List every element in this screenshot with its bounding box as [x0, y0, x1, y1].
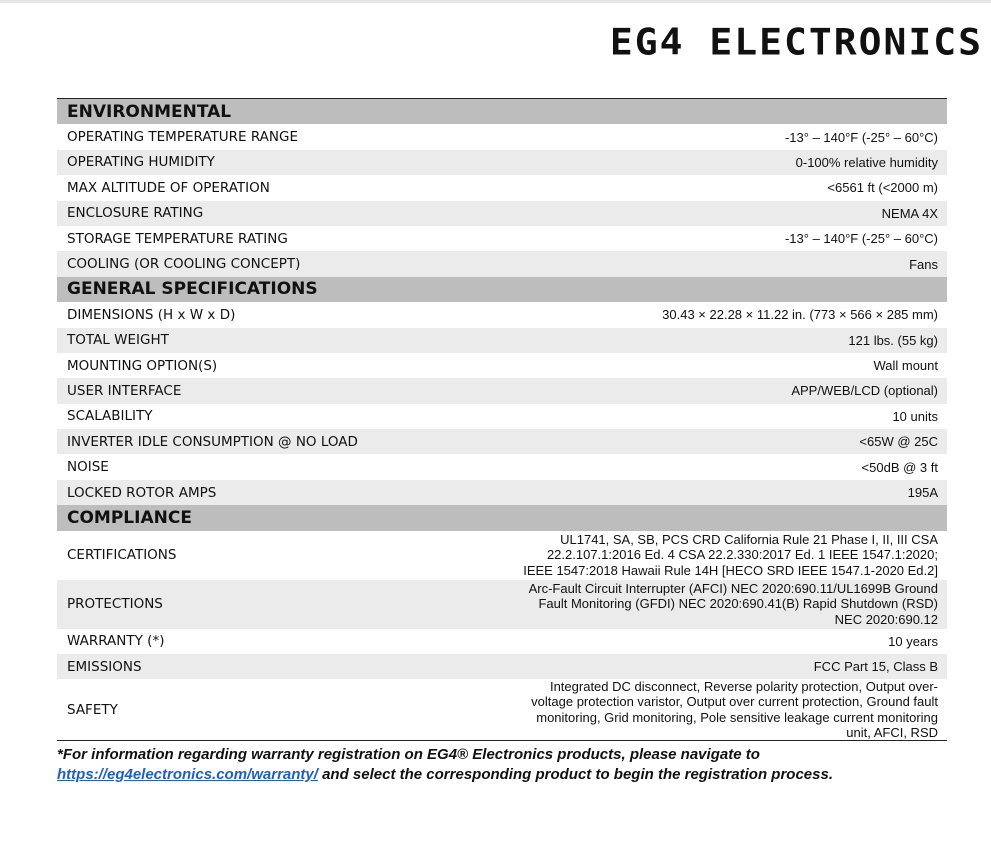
footnote-text: *For information regarding warranty registration on EG4® Electronics products, please navigate to [57, 746, 760, 763]
row-value: -13° – 140°F (-25° – 60°C) [784, 129, 938, 145]
value-line: monitoring, Grid monitoring, Pole sensitive leakage current monitoring [536, 709, 938, 725]
table-row [57, 175, 947, 200]
value-line: voltage protection varistor, Output over current protection, Ground fault [531, 694, 938, 710]
row-label: SAFETY [67, 701, 118, 718]
row-label: DIMENSIONS (H x W x D) [67, 306, 236, 323]
footnote-text-after: and select the corresponding product to begin the registration process. [317, 766, 833, 783]
table-row [57, 654, 947, 679]
table-row [57, 629, 947, 654]
table-row [57, 480, 947, 505]
table-row [57, 353, 947, 378]
row-label: STORAGE TEMPERATURE RATING [67, 230, 288, 247]
row-value: NEMA 4X [881, 205, 938, 221]
table-row [57, 531, 947, 580]
value-line: IEEE 1547:2018 Hawaii Rule 14H [HECO SRD IEEE 1547.1-2020 Ed.2] [523, 562, 938, 578]
value-line: unit, AFCI, RSD [846, 725, 938, 741]
row-value: <6561 ft (<2000 m) [827, 180, 938, 196]
table-row [57, 679, 947, 741]
row-label: INVERTER IDLE CONSUMPTION @ NO LOAD [67, 433, 358, 450]
row-value: APP/WEB/LCD (optional) [791, 383, 938, 399]
row-value [529, 581, 938, 628]
row-value: 30.43 × 22.28 × 11.22 in. (773 × 566 × 285 mm) [662, 307, 938, 323]
row-value: Fans [909, 256, 938, 272]
value-line: Integrated DC disconnect, Reverse polarity protection, Output over- [549, 678, 938, 694]
row-label: PROTECTIONS [67, 596, 163, 613]
row-value: 121 lbs. (55 kg) [848, 332, 938, 348]
row-label: COOLING (OR COOLING CONCEPT) [67, 256, 301, 273]
row-label: EMISSIONS [67, 658, 142, 675]
row-value: Wall mount [873, 358, 938, 374]
row-label: SCALABILITY [67, 408, 153, 425]
row-label: MAX ALTITUDE OF OPERATION [67, 179, 270, 196]
table-row [57, 251, 947, 276]
section-title: COMPLIANCE [67, 507, 192, 528]
section-title: ENVIRONMENTAL [67, 101, 232, 122]
section-title: GENERAL SPECIFICATIONS [67, 279, 318, 300]
row-label: OPERATING HUMIDITY [67, 154, 215, 171]
table-row [57, 150, 947, 175]
value-line: NEC 2020:690.12 [834, 611, 938, 627]
table-row [57, 454, 947, 479]
row-label: CERTIFICATIONS [67, 547, 177, 564]
table-row [57, 226, 947, 251]
value-line: UL1741, SA, SB, PCS CRD California Rule 21 Phase I, II, III CSA [560, 531, 938, 547]
row-value [531, 679, 938, 741]
table-row [57, 580, 947, 629]
table-row [57, 302, 947, 327]
table-row [57, 328, 947, 353]
row-label: TOTAL WEIGHT [67, 332, 169, 349]
row-value: 10 units [892, 408, 938, 424]
row-label: OPERATING TEMPERATURE RANGE [67, 129, 298, 146]
table-row [57, 429, 947, 454]
table-row [57, 124, 947, 149]
row-label: NOISE [67, 459, 109, 476]
row-label: ENCLOSURE RATING [67, 205, 204, 222]
row-value: <65W @ 25C [859, 434, 938, 450]
row-value: -13° – 140°F (-25° – 60°C) [784, 231, 938, 247]
table-row [57, 201, 947, 226]
row-value: <50dB @ 3 ft [861, 459, 938, 475]
value-line: Arc-Fault Circuit Interrupter (AFCI) NEC 2020:690.11/UL1699B Ground [528, 580, 938, 596]
row-value: 195A [907, 485, 938, 501]
row-value: FCC Part 15, Class B [813, 659, 938, 675]
section-header-compliance [57, 505, 947, 530]
row-value: 0-100% relative humidity [795, 154, 938, 170]
row-label: WARRANTY (*) [67, 633, 165, 650]
warranty-link[interactable]: https://eg4electronics.com/warranty/ [57, 766, 318, 783]
warranty-footnote [57, 745, 947, 785]
value-line: 22.2.107.1:2016 Ed. 4 CSA 22.2.330:2017 Ed. 1 IEEE 1547.1:2020; [546, 547, 938, 563]
table-row [57, 404, 947, 429]
row-value: 10 years [888, 633, 938, 649]
section-header-general [57, 277, 947, 302]
spec-table [57, 98, 947, 741]
section-header-environmental [57, 99, 947, 124]
row-label: LOCKED ROTOR AMPS [67, 484, 217, 501]
top-border [0, 0, 991, 3]
row-label: USER INTERFACE [67, 382, 182, 399]
row-value [523, 532, 938, 579]
value-line: Fault Monitoring (GFDI) NEC 2020:690.41(B) Rapid Shutdown (RSD) [538, 596, 938, 612]
brand-logo: EG4 ELECTRONICS [609, 21, 983, 63]
row-label: MOUNTING OPTION(S) [67, 357, 218, 374]
table-row [57, 378, 947, 403]
